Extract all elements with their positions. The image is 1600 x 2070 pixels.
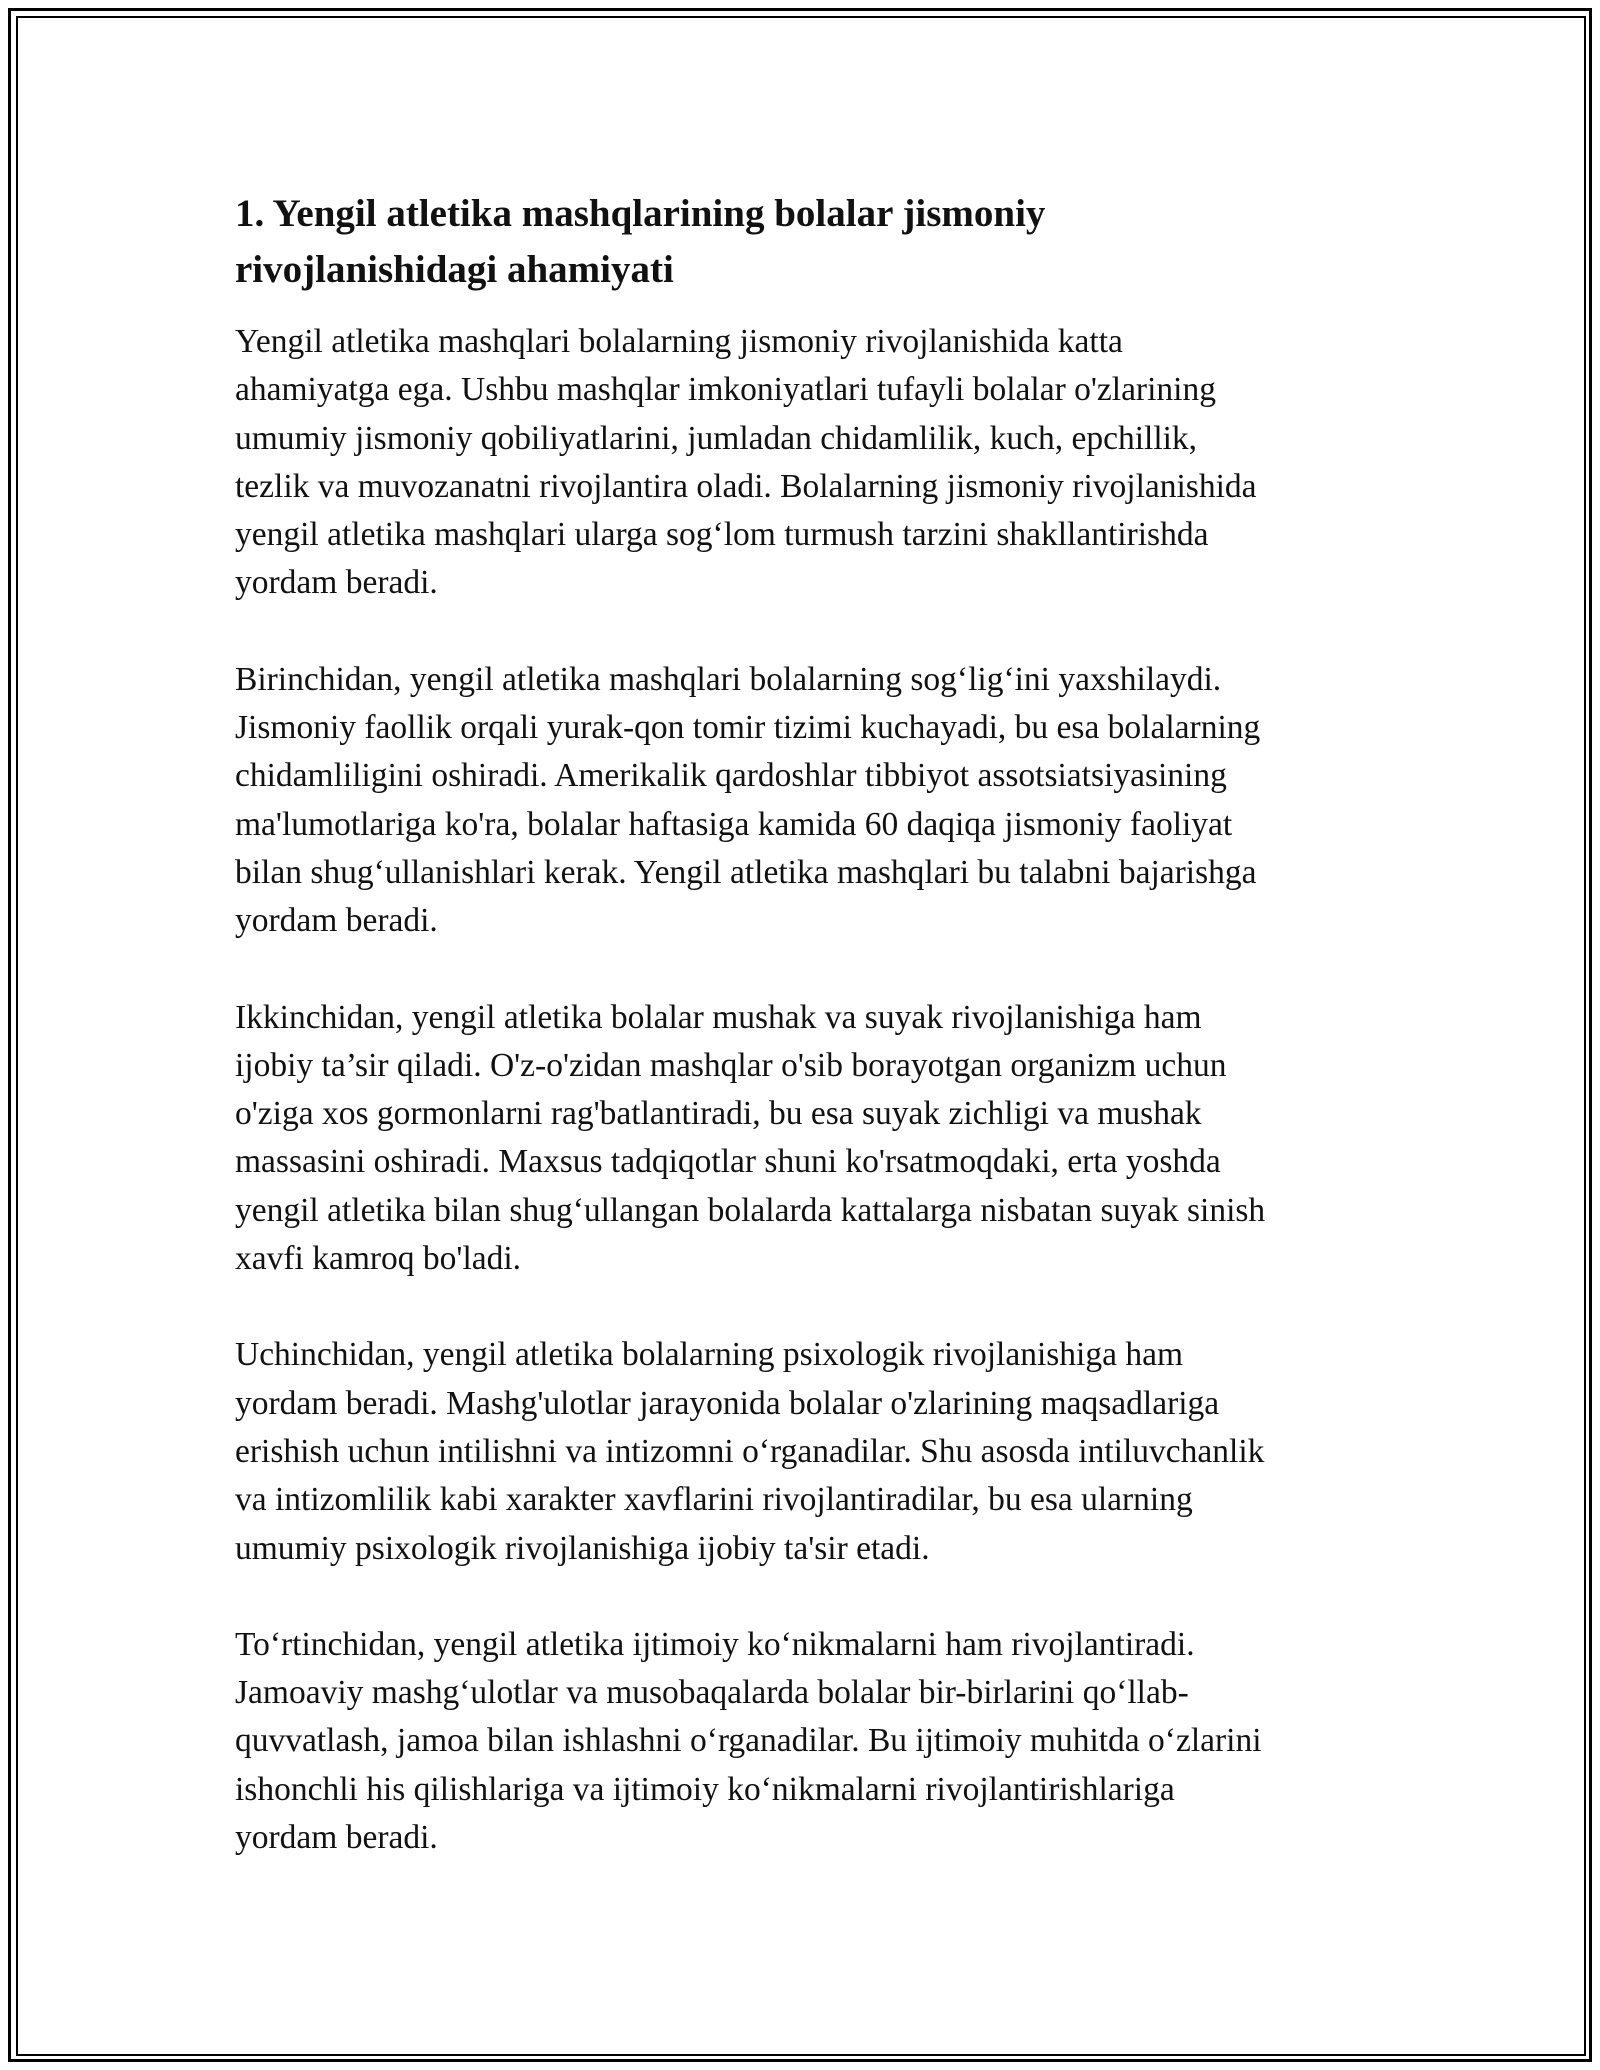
section-heading-line-1: 1. Yengil atletika mashqlarining bolalar jismoniy <box>235 192 1046 235</box>
section-heading-line-2: rivojlanishidagi ahamiyati <box>235 248 674 291</box>
paragraph-third: Uchinchidan, yengil atletika bolalarning psixologik rivojlanishiga ham yordam beradi. Mashg'ulotlar jarayonida bolalar o'zlarining maqsadlariga erishish uchun intilishni va intizomni o‘rganadilar. Shu asosda intiluvchanlik va intizomlilik kabi xarakter xavflarini rivojlantiradilar, bu esa ularning umumiy psixologik rivojlanishiga ijobiy ta'sir etadi. <box>235 1336 1265 1567</box>
document-body <box>235 186 1385 1910</box>
paragraph-intro: Yengil atletika mashqlari bolalarning jismoniy rivojlanishida katta ahamiyatga ega. Ushbu mashqlar imkoniyatlari tufayli bolalar o'zlarining umumiy jismoniy qobiliyatlarini, jumladan chidamlilik, kuch, epchillik, tezlik va muvozanatni rivojlantira oladi. Bolalarning jismoniy rivojlanishida yengil atletika mashqlari ularga sog‘lom turmush tarzini shakllantirishda yordam beradi. <box>235 323 1257 602</box>
paragraph-second: Ikkinchidan, yengil atletika bolalar mushak va suyak rivojlanishiga ham ijobiy ta’sir qiladi. O'z-o'zidan mashqlar o'sib borayotgan organizm uchun o'ziga xos gormonlarni rag'batlantiradi, bu esa suyak zichligi va mushak massasini oshiradi. Maxsus tadqiqotlar shuni ko'rsatmoqdaki, erta yoshda yengil atletika bilan shug‘ullangan bolalarda kattalarga nisbatan suyak sinish xavfi kamroq bo'ladi. <box>235 998 1266 1278</box>
section-heading <box>235 186 1385 298</box>
paragraph-fourth: To‘rtinchidan, yengil atletika ijtimoiy ko‘nikmalarni ham rivojlantiradi. Jamoaviy mashg‘ulotlar va musobaqalarda bolalar bir-birlarini qo‘llab- quvvatlash, jamoa bilan ishlashni o‘rganadilar. Bu ijtimoiy muhitda o‘zlarini ishonchli his qilishlariga va ijtimoiy ko‘nikmalarni rivojlantirishlariga yordam beradi. <box>235 1625 1262 1857</box>
paragraph-first: Birinchidan, yengil atletika mashqlari bolalarning sog‘lig‘ini yaxshilaydi. Jismoniy faollik orqali yurak-qon tomir tizimi kuchayadi, bu esa bolalarning chidamliligini oshiradi. Amerikalik qardoshlar tibbiyot assotsiatsiyasining ma'lumotlariga ko'ra, bolalar haftasiga kamida 60 daqiqa jismoniy faoliyat bilan shug‘ullanishlari kerak. Yengil atletika mashqlari bu talabni bajarishga yordam beradi. <box>235 660 1261 940</box>
